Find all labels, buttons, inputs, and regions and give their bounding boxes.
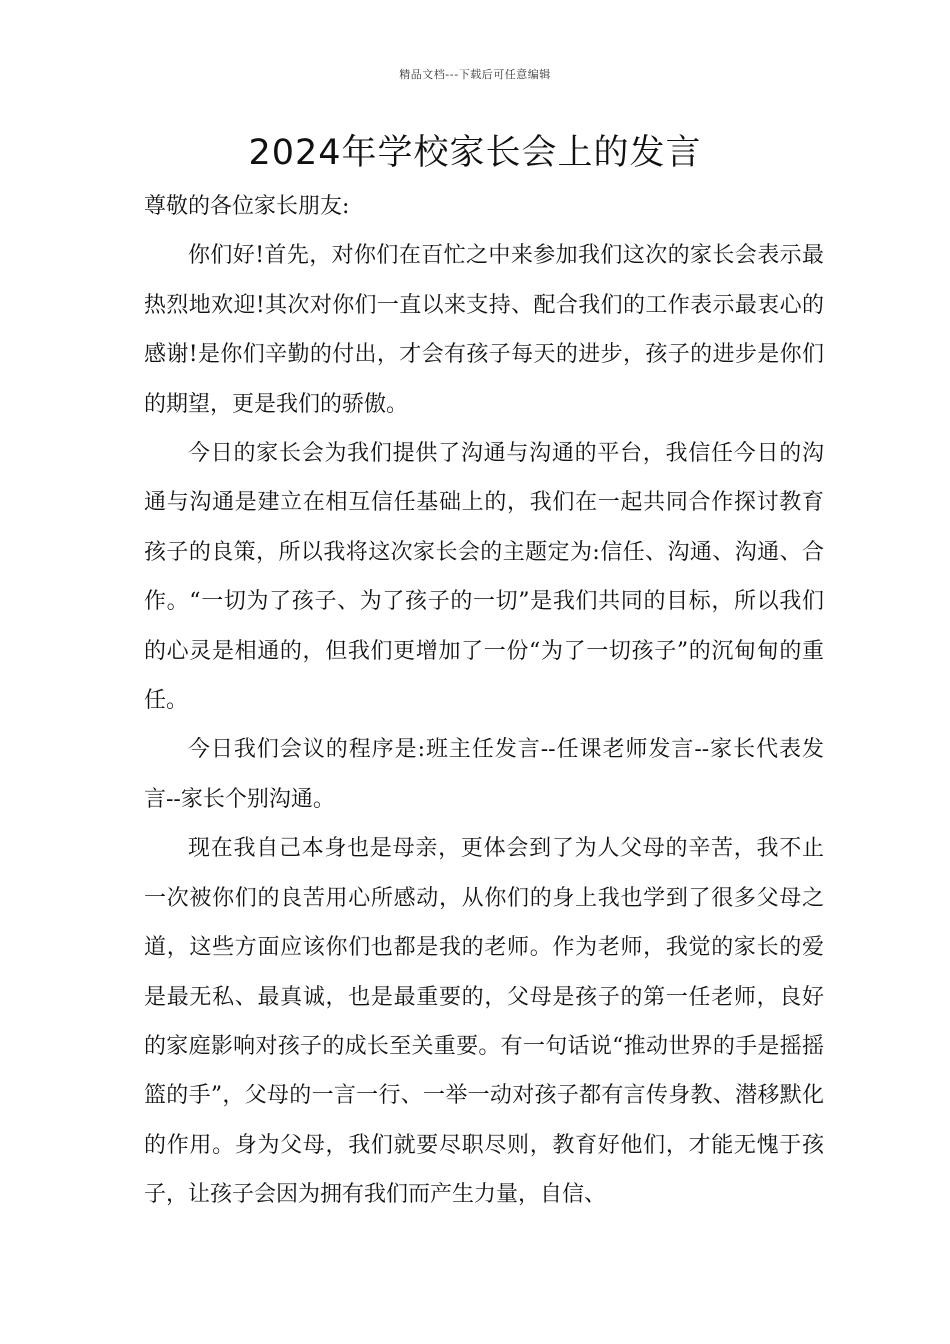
page-header: 精品文档---下载后可任意编辑: [399, 68, 551, 81]
document-title: 2024年学校家长会上的发言: [248, 133, 702, 173]
paragraph-meeting-theme: 今日的家长会为我们提供了沟通与沟通的平台，我信任今日的沟通与沟通是建立在相互信任基础上的，我们在一起共同合作探讨教育孩子的良策，所以我将这次家长会的主题定为:信任、沟通、沟通、合作。“一切为了孩子、为了孩子的一切”是我们共同的目标，所以我们的心灵是相通的，但我们更增加了一份“为了一切孩子”的沉甸甸的重任。: [144, 441, 824, 714]
salutation: 尊敬的各位家长朋友:: [144, 194, 350, 219]
paragraph-greeting: 你们好!首先，对你们在百忙之中来参加我们这次的家长会表示最热烈地欢迎!其次对你们一直以来支持、配合我们的工作表示最衷心的感谢!是你们辛勤的付出，才会有孩子每天的进步，孩子的进步是你们的期望，更是我们的骄傲。: [144, 243, 824, 417]
paragraph-parents-role: 现在我自己本身也是母亲，更体会到了为人父母的辛苦，我不止一次被你们的良苦用心所感动，从你们的身上我也学到了很多父母之道，这些方面应该你们也都是我的老师。作为老师，我觉的家长的爱是最无私、最真诚，也是最重要的，父母是孩子的第一任老师，良好的家庭影响对孩子的成长至关重要。有一句话说“推动世界的手是摇摇篮的手”，父母的一言一行、一举一动对孩子都有言传身教、潜移默化的作用。身为父母，我们就要尽职尽则，教育好他们，才能无愧于孩子，让孩子会因为拥有我们而产生力量，自信、: [144, 836, 824, 1208]
document-body: [144, 182, 824, 1220]
paragraph-agenda: 今日我们会议的程序是:班主任发言--任课老师发言--家长代表发言--家长个别沟通。: [144, 737, 824, 812]
